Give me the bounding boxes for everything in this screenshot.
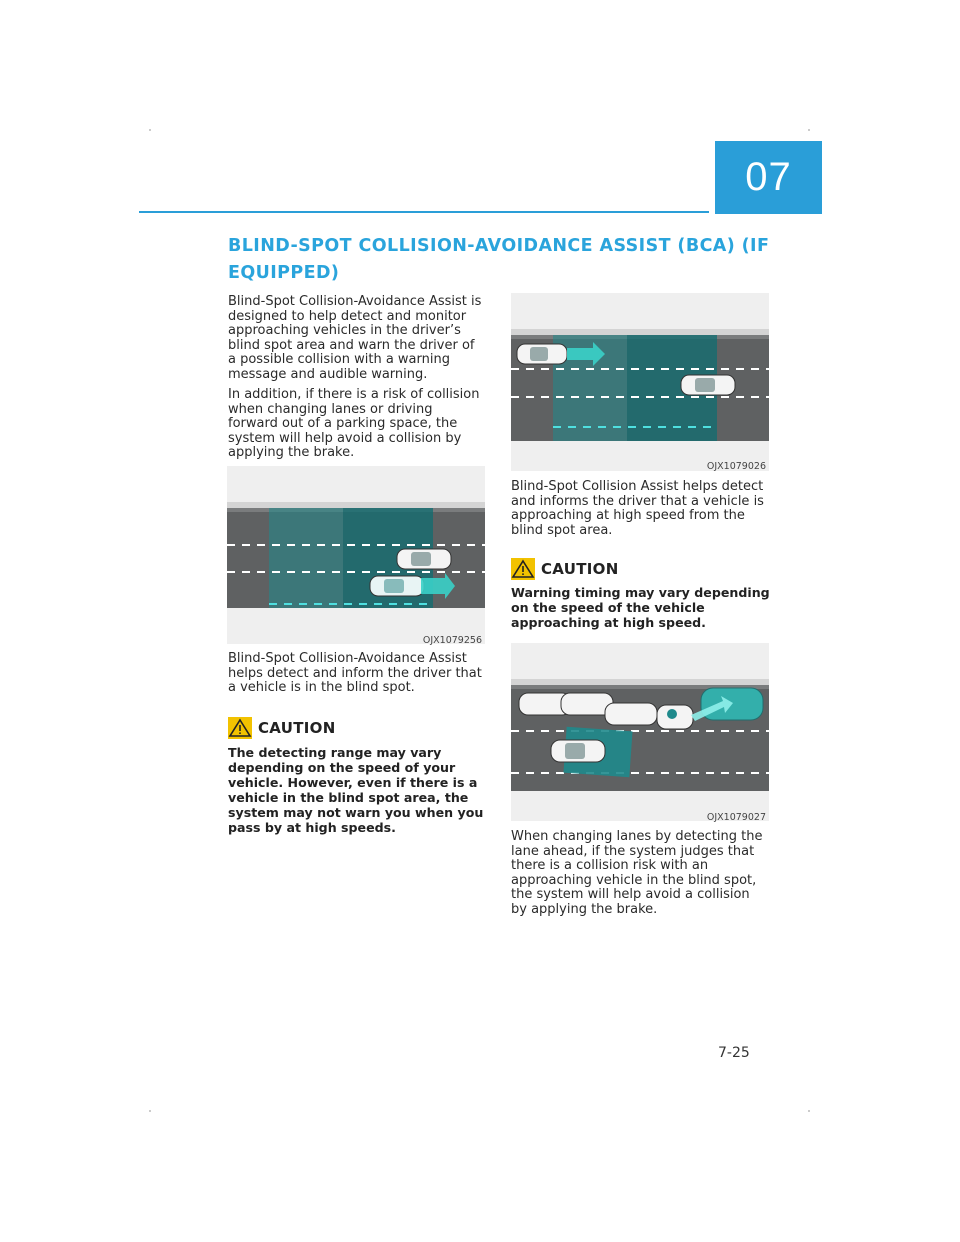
figure-3-code: OJX1079027: [706, 812, 766, 823]
figure-collision-avoidance-braking: [511, 643, 769, 821]
figure-1-code: OJX1079256: [422, 635, 482, 646]
figure-high-speed-approach: [511, 293, 769, 471]
chapter-tab: [715, 141, 822, 214]
crop-mark: [149, 1110, 151, 1112]
crop-mark: [808, 129, 810, 131]
section-title: BLIND-SPOT COLLISION-AVOIDANCE ASSIST (BCA) (IF EQUIPPED): [228, 236, 770, 283]
crop-mark: [149, 129, 151, 131]
caution-label-right: CAUTION: [541, 560, 619, 578]
chapter-number: 07: [745, 155, 792, 199]
warning-triangle-icon: [511, 558, 535, 580]
figure-blind-spot-detection: [227, 466, 485, 644]
figure-2-code: OJX1079026: [706, 461, 766, 472]
intro-paragraph-2: In addition, if there is a risk of collision when changing lanes or driving forward out of a parking space, the system will help avoid a collision by applying the brake.: [228, 387, 480, 461]
caution-heading-left: [228, 717, 336, 739]
caution-text-right: Warning timing may vary depending on the speed of the vehicle approaching at high speed.: [511, 585, 770, 630]
figure-3-caption: When changing lanes by detecting the lane ahead, if the system judges that there is a collision risk with an approaching vehicle in the blind spot, the system will help avoid a collision by applying the brake.: [511, 829, 763, 917]
header-rule: [139, 211, 709, 213]
caution-heading-right: [511, 558, 619, 580]
intro-paragraph-1: Blind-Spot Collision-Avoidance Assist is designed to help detect and monitor approaching vehicles in the driver’s blind spot area and warn the driver of a possible collision with a warning message and audible warning.: [228, 294, 482, 382]
crop-mark: [808, 1110, 810, 1112]
page-number: 7-25: [718, 1045, 750, 1061]
caution-label-left: CAUTION: [258, 719, 336, 737]
warning-triangle-icon: [228, 717, 252, 739]
caution-text-left: The detecting range may vary depending on the speed of your vehicle. However, even if there is a vehicle in the blind spot area, the system may not warn you when you pass by at high speeds.: [228, 745, 484, 835]
figure-2-caption: Blind-Spot Collision Assist helps detect and informs the driver that a vehicle is approaching at high speed from the blind spot area.: [511, 479, 764, 538]
figure-1-caption: Blind-Spot Collision-Avoidance Assist helps detect and inform the driver that a vehicle is in the blind spot.: [228, 651, 482, 696]
